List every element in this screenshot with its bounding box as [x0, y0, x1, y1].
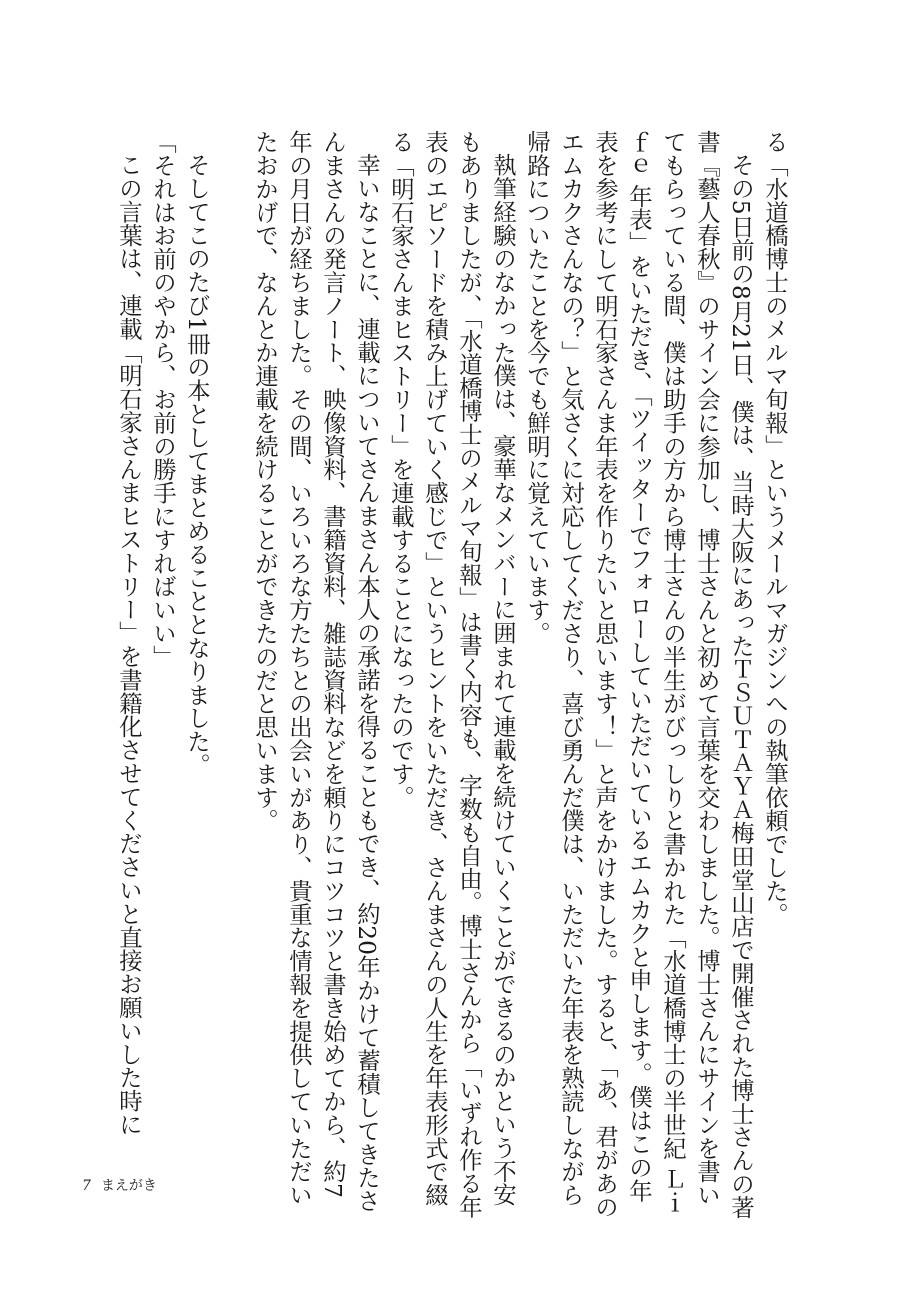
paragraph-writing-experience: 執筆経験のなかった僕は、豪華なメンバーに囲まれて連載を続けていくことができるのかという不安もありましたが、「水道橋博士のメルマ旬報」は書く内容も、字数も自由。博士さんから「いずれ作る年表のエピソードを積み上げていく感じで」というヒントをいただき、さんまさんの人生を年表形式で綴る「明石家さんまヒストリー」を連載することになったのです。	[387, 130, 517, 1219]
body-text	[92, 130, 792, 1220]
section-title: まえがき	[100, 1178, 157, 1194]
paragraph-book-signing: その5日前の8月21日、僕は、当時大阪にあったＴＳＵＴＡＹＡ梅田堂山店で開催された博士さんの著書『藝人春秋』のサイン会に参加し、博士さんと初めて言葉を交わしました。博士さんにサインを書いてもらっている間、僕は助手の方から博士さんの半生がびっしりと書かれた「水道橋博士の半世紀 Ｌｉｆｅ 年表」をいただき、「ツイッターでフォローしていただいているエムカクと申します。僕はこの年表を参考にして明石家さんま年表を作りたいと思います！」と声をかけました。すると、「あ、君があのエムカクさんなの？」と気さくに対応してくださり、喜び勇んだ僕は、いただいた年表を熟読しながら帰路についたことを今でも鮮明に覚えています。	[523, 130, 755, 1220]
page-number: 7	[82, 1178, 91, 1194]
paragraph-continued: る「水道橋博士のメルマ旬報」というメールマガジンへの執筆依頼でした。	[761, 130, 789, 926]
quote-line: 「それはお前のやから、お前の勝手にすればいい」	[149, 130, 177, 669]
paragraph-book-publication: そしてこのたび1冊の本としてまとめることとなりました。	[183, 153, 211, 777]
paragraph-serialization: 幸いなことに、連載についてさんまさん本人の承諾を得ることもでき、約20年かけて蓄積してきたさんまさんの発言ノート、映像資料、書籍資料、雑誌資料などを頼りにコツコツと書き始めてから、約7年の月日が経ちました。その間、いろいろな方たちとの出会いがあり、貴重な情報を提供していただいたおかげで、なんとか連載を続けることができたのだと思います。	[251, 130, 381, 1213]
page-footer	[82, 1177, 157, 1195]
paragraph-this-phrase: この言葉は、連載「明石家さんまヒストリー」を書籍化させてくださいと直接お願いした時に	[115, 153, 143, 1137]
